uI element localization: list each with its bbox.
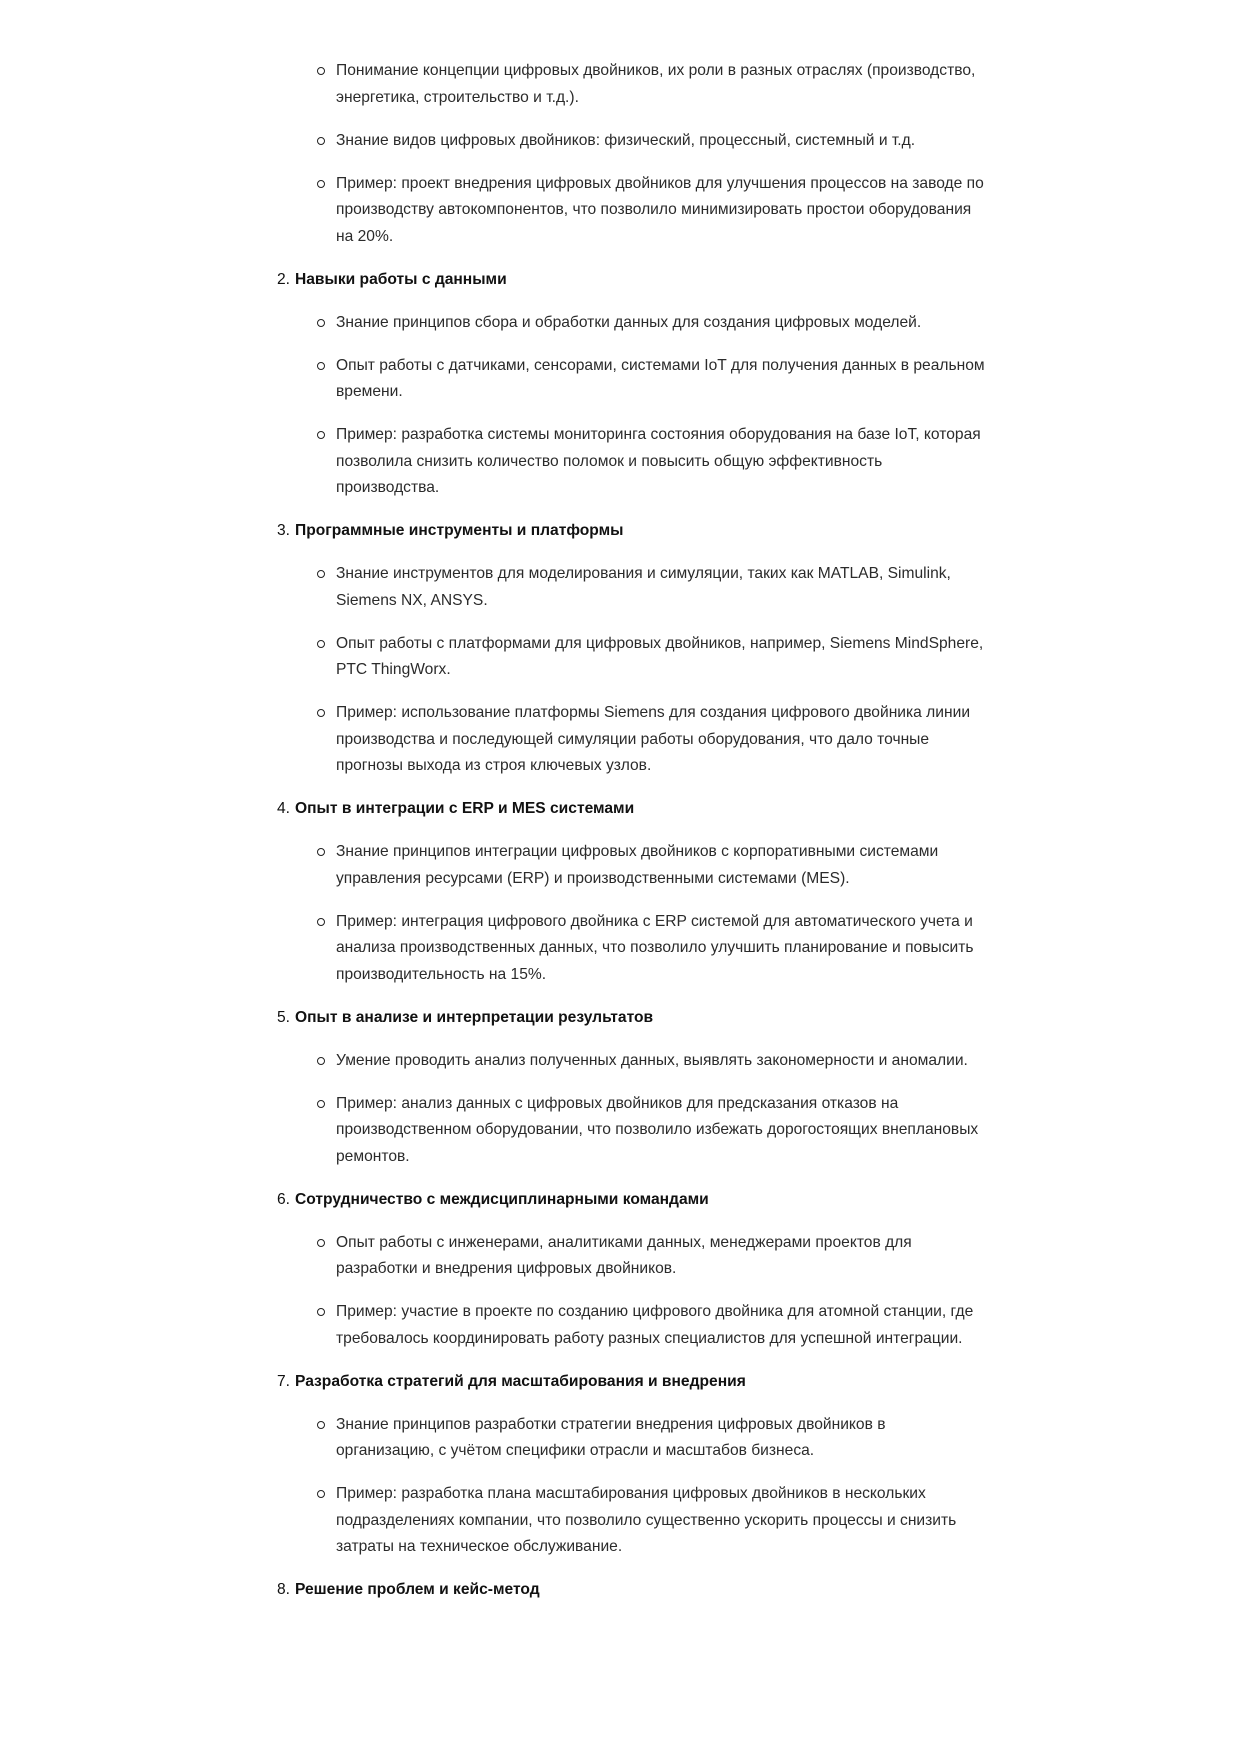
list-item-text: Пример: интеграция цифрового двойника с ERP системой для автоматического учета и анализа производственных данных, что позволило улучшить планирование и повысить производительность на 15%. [336, 912, 974, 983]
section-title: Опыт в анализе и интерпретации результатов [295, 1008, 654, 1026]
list-item-text: Знание инструментов для моделирования и симуляции, таких как MATLAB, Simulink, Siemens NX, ANSYS. [336, 565, 951, 609]
list-item-text: Опыт работы с инженерами, аналитиками данных, менеджерами проектов для разработки и внедрения цифровых двойников. [336, 1233, 912, 1277]
list-item [277, 171, 986, 251]
section-number: 6. [277, 1190, 291, 1208]
circle-bullet-icon [317, 848, 325, 856]
section-title: Программные инструменты и платформы [295, 522, 624, 539]
list-item [277, 1091, 986, 1171]
section-items [277, 1412, 997, 1561]
circle-bullet-icon [317, 1308, 325, 1316]
list-item-text: Знание принципов разработки стратегии внедрения цифровых двойников в организацию, с учётом специфики отрасли и масштабов бизнеса. [336, 1415, 886, 1459]
list-item [277, 1412, 986, 1465]
circle-bullet-icon [317, 319, 325, 327]
list-item [277, 700, 986, 780]
section-number: 7. [277, 1372, 291, 1390]
circle-bullet-icon [317, 180, 325, 188]
intro-list [277, 58, 997, 250]
list-item [277, 909, 986, 989]
list-item-text: Опыт работы с датчиками, сенсорами, системами IoT для получения данных в реальном времени. [336, 356, 985, 400]
section-number: 5. [277, 1008, 291, 1026]
list-item [277, 422, 986, 502]
list-item-text: Понимание концепции цифровых двойников, их роли в разных отраслях (производство, энергетика, строительство и т.д.). [336, 62, 976, 106]
circle-bullet-icon [317, 1100, 325, 1108]
section-number: 2. [277, 270, 291, 288]
section-number: 3. [277, 522, 291, 539]
circle-bullet-icon [317, 1421, 325, 1429]
section-heading [277, 1005, 997, 1032]
circle-bullet-icon [317, 709, 325, 717]
section-heading [277, 518, 997, 545]
sections-list [277, 267, 997, 1604]
section-items [277, 1230, 997, 1353]
section-heading [277, 1369, 997, 1396]
list-item-text: Знание принципов сбора и обработки данных для создания цифровых моделей. [336, 313, 922, 331]
list-item-text: Пример: разработка плана масштабирования цифровых двойников в нескольких подразделениях компании, что позволило существенно ускорить процессы и снизить затраты на техническое обслуживание. [336, 1485, 957, 1555]
list-item-text: Опыт работы с платформами для цифровых двойников, например, Siemens MindSphere, PTC ThingWorx. [336, 634, 984, 678]
list-item [277, 1299, 986, 1352]
section-number: 8. [277, 1581, 291, 1598]
section-heading [277, 796, 997, 823]
list-item-text: Пример: разработка системы мониторинга состояния оборудования на базе IoT, которая позволила снизить количество поломок и повысить общую эффективность производства. [336, 426, 981, 496]
list-item [277, 58, 986, 111]
circle-bullet-icon [317, 67, 325, 75]
section-title: Решение проблем и кейс-метод [295, 1581, 540, 1598]
circle-bullet-icon [317, 137, 325, 145]
circle-bullet-icon [317, 362, 325, 370]
list-item [277, 353, 986, 406]
list-item-text: Пример: анализ данных с цифровых двойников для предсказания отказов на производственном оборудовании, что позволило избежать дорогостоящих внеплановых ремонтов. [336, 1094, 979, 1165]
section-items [277, 1048, 997, 1171]
section-title: Опыт в интеграции с ERP и MES системами [295, 800, 635, 817]
list-item-text: Умение проводить анализ полученных данных, выявлять закономерности и аномалии. [336, 1051, 968, 1069]
section-number: 4. [277, 800, 291, 817]
circle-bullet-icon [317, 918, 325, 926]
list-item [277, 310, 986, 337]
circle-bullet-icon [317, 640, 325, 648]
list-item-text: Знание видов цифровых двойников: физический, процессный, системный и т.д. [336, 131, 916, 149]
document-body [277, 58, 997, 1620]
section-items [277, 310, 997, 502]
circle-bullet-icon [317, 1239, 325, 1247]
list-item [277, 1048, 986, 1075]
circle-bullet-icon [317, 1490, 325, 1498]
section-heading [277, 1187, 997, 1214]
list-item [277, 1481, 986, 1561]
list-item [277, 631, 986, 684]
list-item-text: Знание принципов интеграции цифровых двойников с корпоративными системами управления ресурсами (ERP) и производственными системами (MES). [336, 843, 939, 887]
section-items [277, 561, 997, 780]
section-items [277, 839, 997, 988]
list-item [277, 561, 986, 614]
circle-bullet-icon [317, 570, 325, 578]
circle-bullet-icon [317, 1057, 325, 1065]
section-title: Навыки работы с данными [295, 270, 507, 288]
list-item-text: Пример: участие в проекте по созданию цифрового двойника для атомной станции, где требовалось координировать работу разных специалистов для успешной интеграции. [336, 1303, 974, 1347]
section-heading [277, 1577, 997, 1604]
list-item [277, 128, 986, 155]
section-title: Сотрудничество с междисциплинарными командами [295, 1190, 709, 1208]
circle-bullet-icon [317, 431, 325, 439]
list-item [277, 1230, 986, 1283]
section-title: Разработка стратегий для масштабирования и внедрения [295, 1372, 746, 1390]
list-item [277, 839, 986, 892]
list-item-text: Пример: использование платформы Siemens для создания цифрового двойника линии производства и последующей симуляции работы оборудования, что дало точные прогнозы выхода из строя ключевых узлов. [336, 704, 971, 774]
section-heading [277, 267, 997, 294]
list-item-text: Пример: проект внедрения цифровых двойников для улучшения процессов на заводе по производству автокомпонентов, что позволило минимизировать простои оборудования на 20%. [336, 174, 984, 245]
